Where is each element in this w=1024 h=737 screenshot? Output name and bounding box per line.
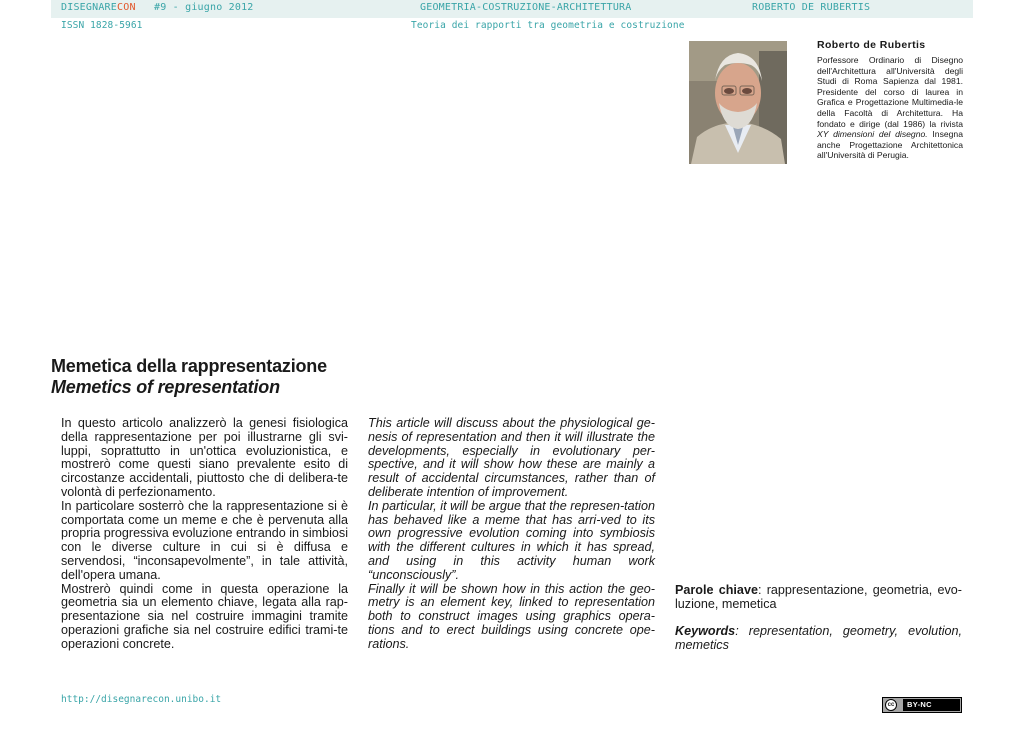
keywords-italian: Parole chiave: rappresentazione, geometria, evo-luzione, memetica [675, 583, 962, 611]
journal-url-link[interactable]: http://disegnarecon.unibo.it [61, 694, 222, 705]
cc-icon: cc [885, 699, 897, 711]
issue-number: #9 - giugno 2012 [154, 2, 254, 13]
abstract-paragraph: This article will discuss about the physiological ge-nesis of representation and then it will illustrate the developments, especially in evolutionary per-spective, and it will show how these are mainly a result of accidental circumstances, rather than of deliberate intention of improvement. [368, 416, 655, 499]
section-subtitle: Teoria dei rapporti tra geometria e costruzione [411, 20, 685, 31]
abstract-paragraph: In questo articolo analizzerò la genesi fisiologica della rappresentazione per poi illustrarne gli svi-luppi, soprattutto in un'ottica evoluzionistica, e mostrerò come questi siano prevalente esito di circostanze accidentali, piuttosto che di delibera-te volontà di perfezionamento. [61, 416, 348, 499]
journal-brand[interactable]: DISEGNARECON [61, 2, 136, 13]
author-name: Roberto de Rubertis [817, 39, 926, 51]
journal-title: XY dimensioni del disegno. [817, 129, 928, 140]
abstract-paragraph: In particolare sosterrò che la rappresentazione si è comportata come un meme e che è pervenuta alla propria progressiva evoluzione entrando in simbiosi con le diverse culture in cui si è diffusa e servendosi, “inconsapevolmente”, in tale attività, dell'opera umana. [61, 498, 349, 582]
keywords-english: Keywords: representation, geometry, evolution, memetics [675, 624, 962, 652]
cc-license-badge[interactable] [882, 697, 962, 713]
header-author: ROBERTO DE RUBERTIS [752, 2, 871, 13]
abstract-paragraph: Finally it will be shown how in this action the geo-metry is an element key, linked to representation both to construct images using graphics opera-tions and to erect buildings using concrete ope-rations. [368, 581, 655, 651]
section-title: GEOMETRIA-COSTRUZIONE-ARCHITETTURA [420, 2, 632, 13]
article-title-english: Memetics of representation [51, 377, 280, 397]
abstract-paragraph: Mostrerò quindi come in questa operazione la geometria sia un elemento chiave, legata alla rap-presentazione sia nel costruire immagini tramite operazioni grafiche sia nel costruire edifici trami-te operazioni concrete. [61, 581, 348, 651]
author-portrait-icon [689, 41, 787, 164]
license-label: BY-NC [907, 700, 932, 709]
article-title-italian: Memetica della rappresentazione [51, 356, 327, 376]
abstract-english [368, 417, 655, 652]
abstract-paragraph: In particular, it will be argue that the represen-tation has behaved like a meme that has arri-ved to its own progressive evolution coming into symbiosis with the different cultures in which it has spread, and using in this activity human work “unconsciously”. [368, 498, 655, 582]
header-bar [51, 0, 973, 18]
issn: ISSN 1828-5961 [61, 20, 143, 31]
author-bio: Porfessore Ordinario di Disegno dell'Architettura all'Università degli Studi di Roma Sapienza dal 1981. Presidente del corso di laurea in Grafica e Progettazione Multimedia-le della Facoltà di Architettura. Ha fondato e dirige (dal 1986) la rivista XY dimensioni del disegno. Insegna anche Progettazione Architettonica all'Università di Perugia. [817, 55, 963, 161]
abstract-italian [61, 417, 348, 652]
